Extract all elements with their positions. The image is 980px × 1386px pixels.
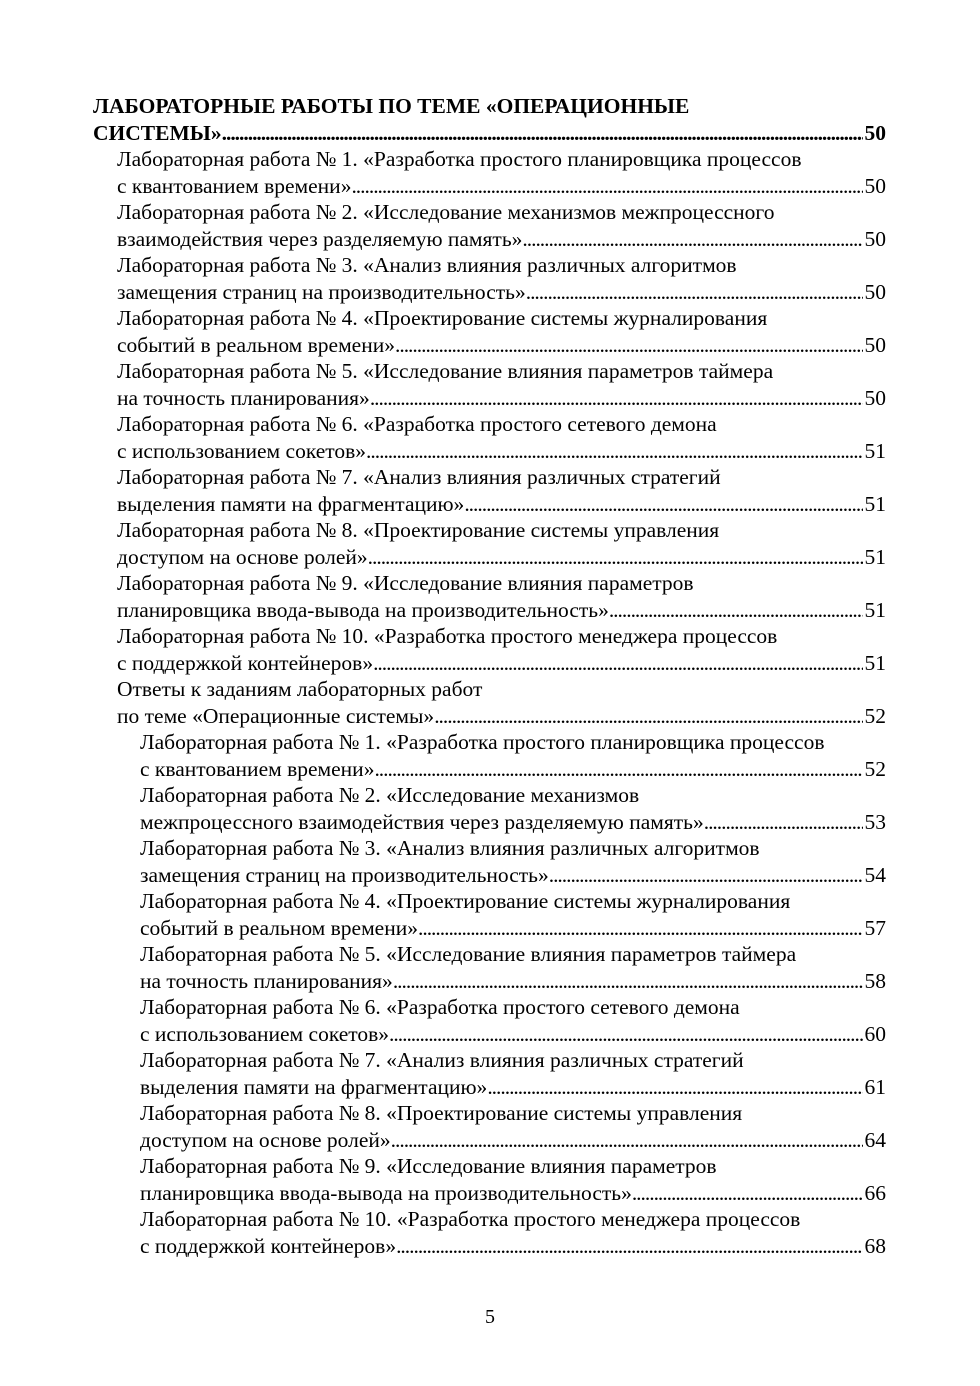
toc-entry[interactable]: [93, 517, 886, 570]
toc-entry-line: [117, 650, 886, 677]
toc-entry[interactable]: [93, 782, 886, 835]
dot-leader: [370, 385, 863, 412]
toc-page-number: 61: [864, 1074, 886, 1099]
toc-entry-text: с использованием сокетов»: [140, 1021, 390, 1046]
toc-entry-line: [117, 597, 886, 624]
toc-page-number: 57: [864, 915, 886, 940]
toc-page-number: 58: [864, 968, 886, 993]
toc-page-number: 54: [864, 862, 886, 887]
toc-page-number: 52: [864, 703, 886, 728]
toc-entry-line: [117, 332, 886, 359]
toc-entry-text: планировщика ввода-вывода на производительность»: [117, 597, 609, 622]
toc-entry-text: Лабораторная работа № 5. «Исследование влияния параметров таймера: [117, 359, 774, 383]
toc-entry-text: Лабораторная работа № 6. «Разработка простого сетевого демона: [140, 995, 740, 1019]
dot-leader: [549, 862, 863, 889]
toc-entry-text: планировщика ввода-вывода на производительность»: [140, 1180, 632, 1205]
toc-entry-line: [117, 411, 886, 438]
toc-entry-text: межпроцессного взаимодействия через разделяемую память»: [140, 809, 704, 834]
toc-entry-line: [117, 305, 886, 332]
toc-entry[interactable]: [93, 1206, 886, 1259]
toc-entry-text: замещения страниц на производительность»: [117, 279, 526, 304]
toc-entry-line: [117, 703, 886, 730]
toc-entry-text: доступом на основе ролей»: [140, 1127, 391, 1152]
toc-entry-line: [140, 941, 886, 968]
toc-section-heading[interactable]: [93, 93, 886, 146]
dot-leader: [389, 1021, 862, 1048]
toc-entry[interactable]: [93, 729, 886, 782]
dot-leader: [704, 809, 863, 836]
toc-entry-line: [140, 1153, 886, 1180]
dot-leader: [522, 226, 862, 253]
toc-page-number: 51: [864, 650, 886, 675]
toc-entry-line: [93, 93, 886, 120]
toc-entry[interactable]: [93, 676, 886, 729]
toc-entry-text: Лабораторная работа № 9. «Исследование влияния параметров: [117, 571, 694, 595]
toc-entry-line: [140, 835, 886, 862]
toc-entry-line: [117, 358, 886, 385]
toc-page-number: 68: [864, 1233, 886, 1258]
toc-entry-text: Лабораторная работа № 3. «Анализ влияния различных алгоритмов: [117, 253, 737, 277]
toc-entry[interactable]: [93, 199, 886, 252]
toc-entry[interactable]: [93, 994, 886, 1047]
toc-entry-text: ЛАБОРАТОРНЫЕ РАБОТЫ ПО ТЕМЕ «ОПЕРАЦИОННЫЕ: [93, 94, 690, 118]
toc-page-number: 53: [864, 809, 886, 834]
dot-leader: [526, 279, 863, 306]
toc-page-number: 52: [864, 756, 886, 781]
toc-entry-line: [140, 1100, 886, 1127]
toc-page-number: 51: [864, 438, 886, 463]
toc-entry-line: [140, 782, 886, 809]
toc-entry-line: [117, 676, 886, 703]
toc-entry-text: Лабораторная работа № 1. «Разработка простого планировщика процессов: [117, 147, 802, 171]
toc-page-number: 60: [864, 1021, 886, 1046]
toc-entry-text: замещения страниц на производительность»: [140, 862, 549, 887]
table-of-contents: [93, 93, 886, 1259]
toc-entry-line: [117, 464, 886, 491]
toc-entry-text: на точность планирования»: [140, 968, 393, 993]
toc-entry-text: Ответы к заданиям лабораторных работ: [117, 677, 483, 701]
toc-entry-text: Лабораторная работа № 2. «Исследование механизмов: [140, 783, 640, 807]
toc-entry-text: выделения памяти на фрагментацию»: [140, 1074, 488, 1099]
toc-entry-text: с поддержкой контейнеров»: [140, 1233, 397, 1258]
toc-entry-line: [117, 544, 886, 571]
toc-entry-line: [117, 623, 886, 650]
toc-entry[interactable]: [93, 1100, 886, 1153]
toc-entry-text: Лабораторная работа № 7. «Анализ влияния различных стратегий: [140, 1048, 744, 1072]
toc-entry-line: [140, 862, 886, 889]
page-number: 5: [485, 1306, 495, 1328]
dot-leader: [351, 173, 862, 200]
dot-leader: [487, 1074, 862, 1101]
toc-entry-line: [140, 1074, 886, 1101]
dot-leader: [396, 1233, 862, 1260]
toc-entry-text: событий в реальном времени»: [140, 915, 418, 940]
dot-leader: [434, 703, 862, 730]
toc-entry-line: [140, 1047, 886, 1074]
toc-entry[interactable]: [93, 623, 886, 676]
toc-entry[interactable]: [93, 941, 886, 994]
toc-entry[interactable]: [93, 570, 886, 623]
toc-entry-text: Лабораторная работа № 4. «Проектирование системы журналирования: [117, 306, 768, 330]
toc-entry-text: Лабораторная работа № 3. «Анализ влияния различных алгоритмов: [140, 836, 760, 860]
dot-leader: [632, 1180, 863, 1207]
toc-entry-line: [140, 809, 886, 836]
toc-entry[interactable]: [93, 835, 886, 888]
toc-page-number: 51: [864, 544, 886, 569]
toc-entry-line: [117, 438, 886, 465]
toc-entry-line: [117, 279, 886, 306]
toc-page-number: 51: [864, 491, 886, 516]
toc-entry-text: событий в реальном времени»: [117, 332, 395, 357]
toc-entry-line: [140, 729, 886, 756]
toc-entry-text: Лабораторная работа № 1. «Разработка простого планировщика процессов: [140, 730, 825, 754]
toc-entry-text: с использованием сокетов»: [117, 438, 367, 463]
toc-page-number: 64: [864, 1127, 886, 1152]
toc-entry-text: с квантованием времени»: [140, 756, 375, 781]
toc-entry-line: [117, 252, 886, 279]
toc-entry-text: выделения памяти на фрагментацию»: [117, 491, 465, 516]
toc-page-number: 51: [864, 597, 886, 622]
toc-page-number: 50: [864, 332, 886, 357]
toc-entry-text: Лабораторная работа № 10. «Разработка простого менеджера процессов: [140, 1207, 801, 1231]
toc-entry-line: [93, 120, 886, 147]
toc-entry[interactable]: [93, 358, 886, 411]
toc-entry-text: Лабораторная работа № 5. «Исследование влияния параметров таймера: [140, 942, 797, 966]
toc-entry[interactable]: [93, 1047, 886, 1100]
dot-leader: [368, 544, 863, 571]
toc-entry[interactable]: [93, 146, 886, 199]
toc-entry-text: Лабораторная работа № 7. «Анализ влияния различных стратегий: [117, 465, 721, 489]
toc-entry-text: Лабораторная работа № 6. «Разработка простого сетевого демона: [117, 412, 717, 436]
dot-leader: [374, 756, 862, 783]
toc-entry-text: Лабораторная работа № 2. «Исследование механизмов межпроцессного: [117, 200, 775, 224]
toc-entry-text: на точность планирования»: [117, 385, 370, 410]
dot-leader: [418, 915, 863, 942]
toc-entry-line: [140, 1180, 886, 1207]
dot-leader: [393, 968, 863, 995]
dot-leader: [366, 438, 862, 465]
dot-leader: [609, 597, 863, 624]
toc-page-number: 50: [864, 226, 886, 251]
toc-entry-line: [140, 1233, 886, 1260]
toc-page-number: 50: [864, 120, 886, 145]
toc-entry-line: [117, 226, 886, 253]
toc-page-number: 50: [864, 279, 886, 304]
toc-entry-text: Лабораторная работа № 10. «Разработка простого менеджера процессов: [117, 624, 778, 648]
toc-entry-line: [140, 1021, 886, 1048]
toc-entry-text: Лабораторная работа № 4. «Проектирование системы журналирования: [140, 889, 791, 913]
toc-entry-text: доступом на основе ролей»: [117, 544, 368, 569]
toc-entry[interactable]: [93, 1153, 886, 1206]
toc-entry-line: [140, 1206, 886, 1233]
toc-entry-line: [117, 199, 886, 226]
toc-entry-text: взаимодействия через разделяемую память»: [117, 226, 523, 251]
toc-entry-text: с квантованием времени»: [117, 173, 352, 198]
toc-entry-line: [140, 888, 886, 915]
toc-entry-text: Лабораторная работа № 9. «Исследование влияния параметров: [140, 1154, 717, 1178]
toc-entry-line: [117, 491, 886, 518]
toc-entry-line: [117, 517, 886, 544]
dot-leader: [391, 1127, 863, 1154]
toc-entry-line: [140, 756, 886, 783]
toc-entry-line: [117, 570, 886, 597]
toc-entry[interactable]: [93, 305, 886, 358]
toc-entry-line: [117, 146, 886, 173]
toc-page-number: 50: [864, 385, 886, 410]
toc-entry-text: Лабораторная работа № 8. «Проектирование системы управления: [117, 518, 720, 542]
toc-entry-line: [117, 385, 886, 412]
toc-entry[interactable]: [93, 252, 886, 305]
dot-leader: [373, 650, 862, 677]
toc-entry[interactable]: [93, 411, 886, 464]
toc-entry-line: [140, 994, 886, 1021]
toc-entry-text: по теме «Операционные системы»: [117, 703, 435, 728]
toc-page-number: 50: [864, 173, 886, 198]
toc-entry-line: [140, 1127, 886, 1154]
toc-entry-text: Лабораторная работа № 8. «Проектирование системы управления: [140, 1101, 743, 1125]
toc-page-number: 66: [864, 1180, 886, 1205]
toc-entry[interactable]: [93, 464, 886, 517]
toc-entry-line: [140, 915, 886, 942]
dot-leader: [395, 332, 863, 359]
toc-entry-line: [140, 968, 886, 995]
dot-leader: [222, 120, 863, 147]
toc-entry-text: с поддержкой контейнеров»: [117, 650, 374, 675]
dot-leader: [464, 491, 862, 518]
toc-entry-line: [117, 173, 886, 200]
toc-entry-text: СИСТЕМЫ»: [93, 120, 222, 145]
toc-entry[interactable]: [93, 888, 886, 941]
